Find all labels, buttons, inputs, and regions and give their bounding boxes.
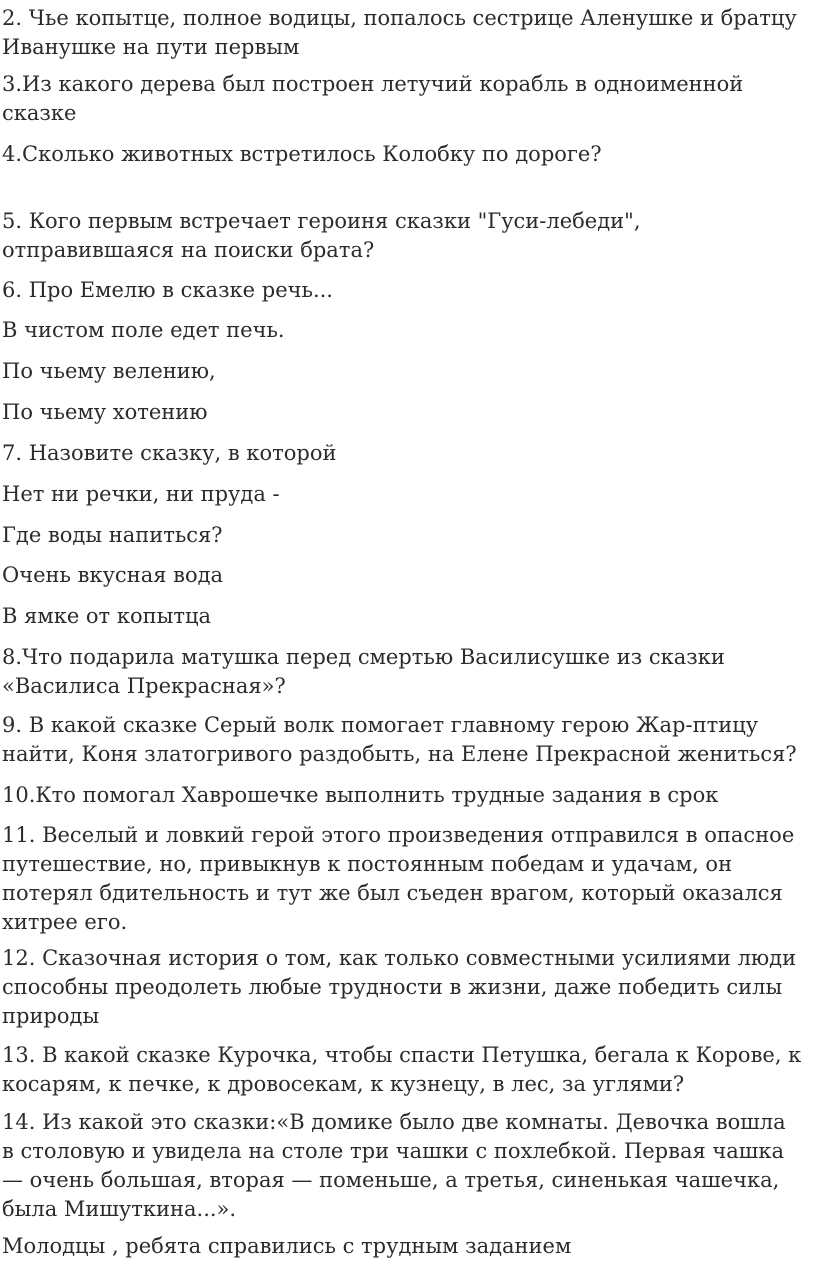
verse-line-2: По чьему велению, bbox=[2, 359, 216, 383]
question-11: 11. Веселый и ловкий герой этого произведения отправился в опасное путешествие, но, привыкнув к постоянным победам и удачам, он потерял бдительность и тут же был съеден врагом, который оказался хитрее его. bbox=[2, 823, 795, 934]
verse-line-1: В чистом поле едет печь. bbox=[2, 318, 285, 342]
question-6: 6. Про Емелю в сказке речь... bbox=[2, 278, 333, 302]
question-8: 8.Что подарила матушка перед смертью Василисушке из сказки «Василиса Прекрасная»? bbox=[2, 645, 725, 698]
question-7: 7. Назовите сказку, в которой bbox=[2, 441, 337, 465]
question-3: 3.Из какого дерева был построен летучий корабль в одноименной сказке bbox=[2, 72, 744, 125]
question-10: 10.Кто помогал Хаврошечке выполнить трудные задания в срок bbox=[2, 783, 719, 807]
question-2: 2. Чье копытце, полное водицы, попалось сестрице Аленушке и братцу Иванушке на пути первым bbox=[2, 6, 797, 59]
verse-line-4: Нет ни речки, ни пруда - bbox=[2, 482, 280, 506]
question-5: 5. Кого первым встречает героиня сказки "Гуси-лебеди", отправившаяся на поиски брата? bbox=[2, 209, 641, 262]
closing-remark: Молодцы , ребята справились с трудным заданием bbox=[2, 1234, 572, 1258]
question-12: 12. Сказочная история о том, как только совместными усилиями люди способны преодолеть любые трудности в жизни, даже победить силы природы bbox=[2, 946, 797, 1028]
question-14: 14. Из какой это сказки:«В домике было две комнаты. Девочка вошла в столовую и увидела на столе три чашки с похлебкой. Первая чашка — очень большая, вторая — поменьше, а третья, синенькая чашечка, была Мишуткина...». bbox=[2, 1110, 786, 1221]
question-13: 13. В какой сказке Курочка, чтобы спасти Петушка, бегала к Корове, к косарям, к печке, к дровосекам, к кузнецу, в лес, за углями? bbox=[2, 1043, 802, 1096]
verse-line-7: В ямке от копытца bbox=[2, 604, 211, 628]
question-4: 4.Сколько животных встретилось Колобку по дороге? bbox=[2, 142, 602, 166]
verse-line-5: Где воды напиться? bbox=[2, 523, 223, 547]
question-9: 9. В какой сказке Серый волк помогает главному герою Жар-птицу найти, Коня златогривого раздобыть, на Елене Прекрасной жениться? bbox=[2, 713, 797, 766]
verse-line-3: По чьему хотению bbox=[2, 400, 208, 424]
verse-line-6: Очень вкусная вода bbox=[2, 563, 224, 587]
